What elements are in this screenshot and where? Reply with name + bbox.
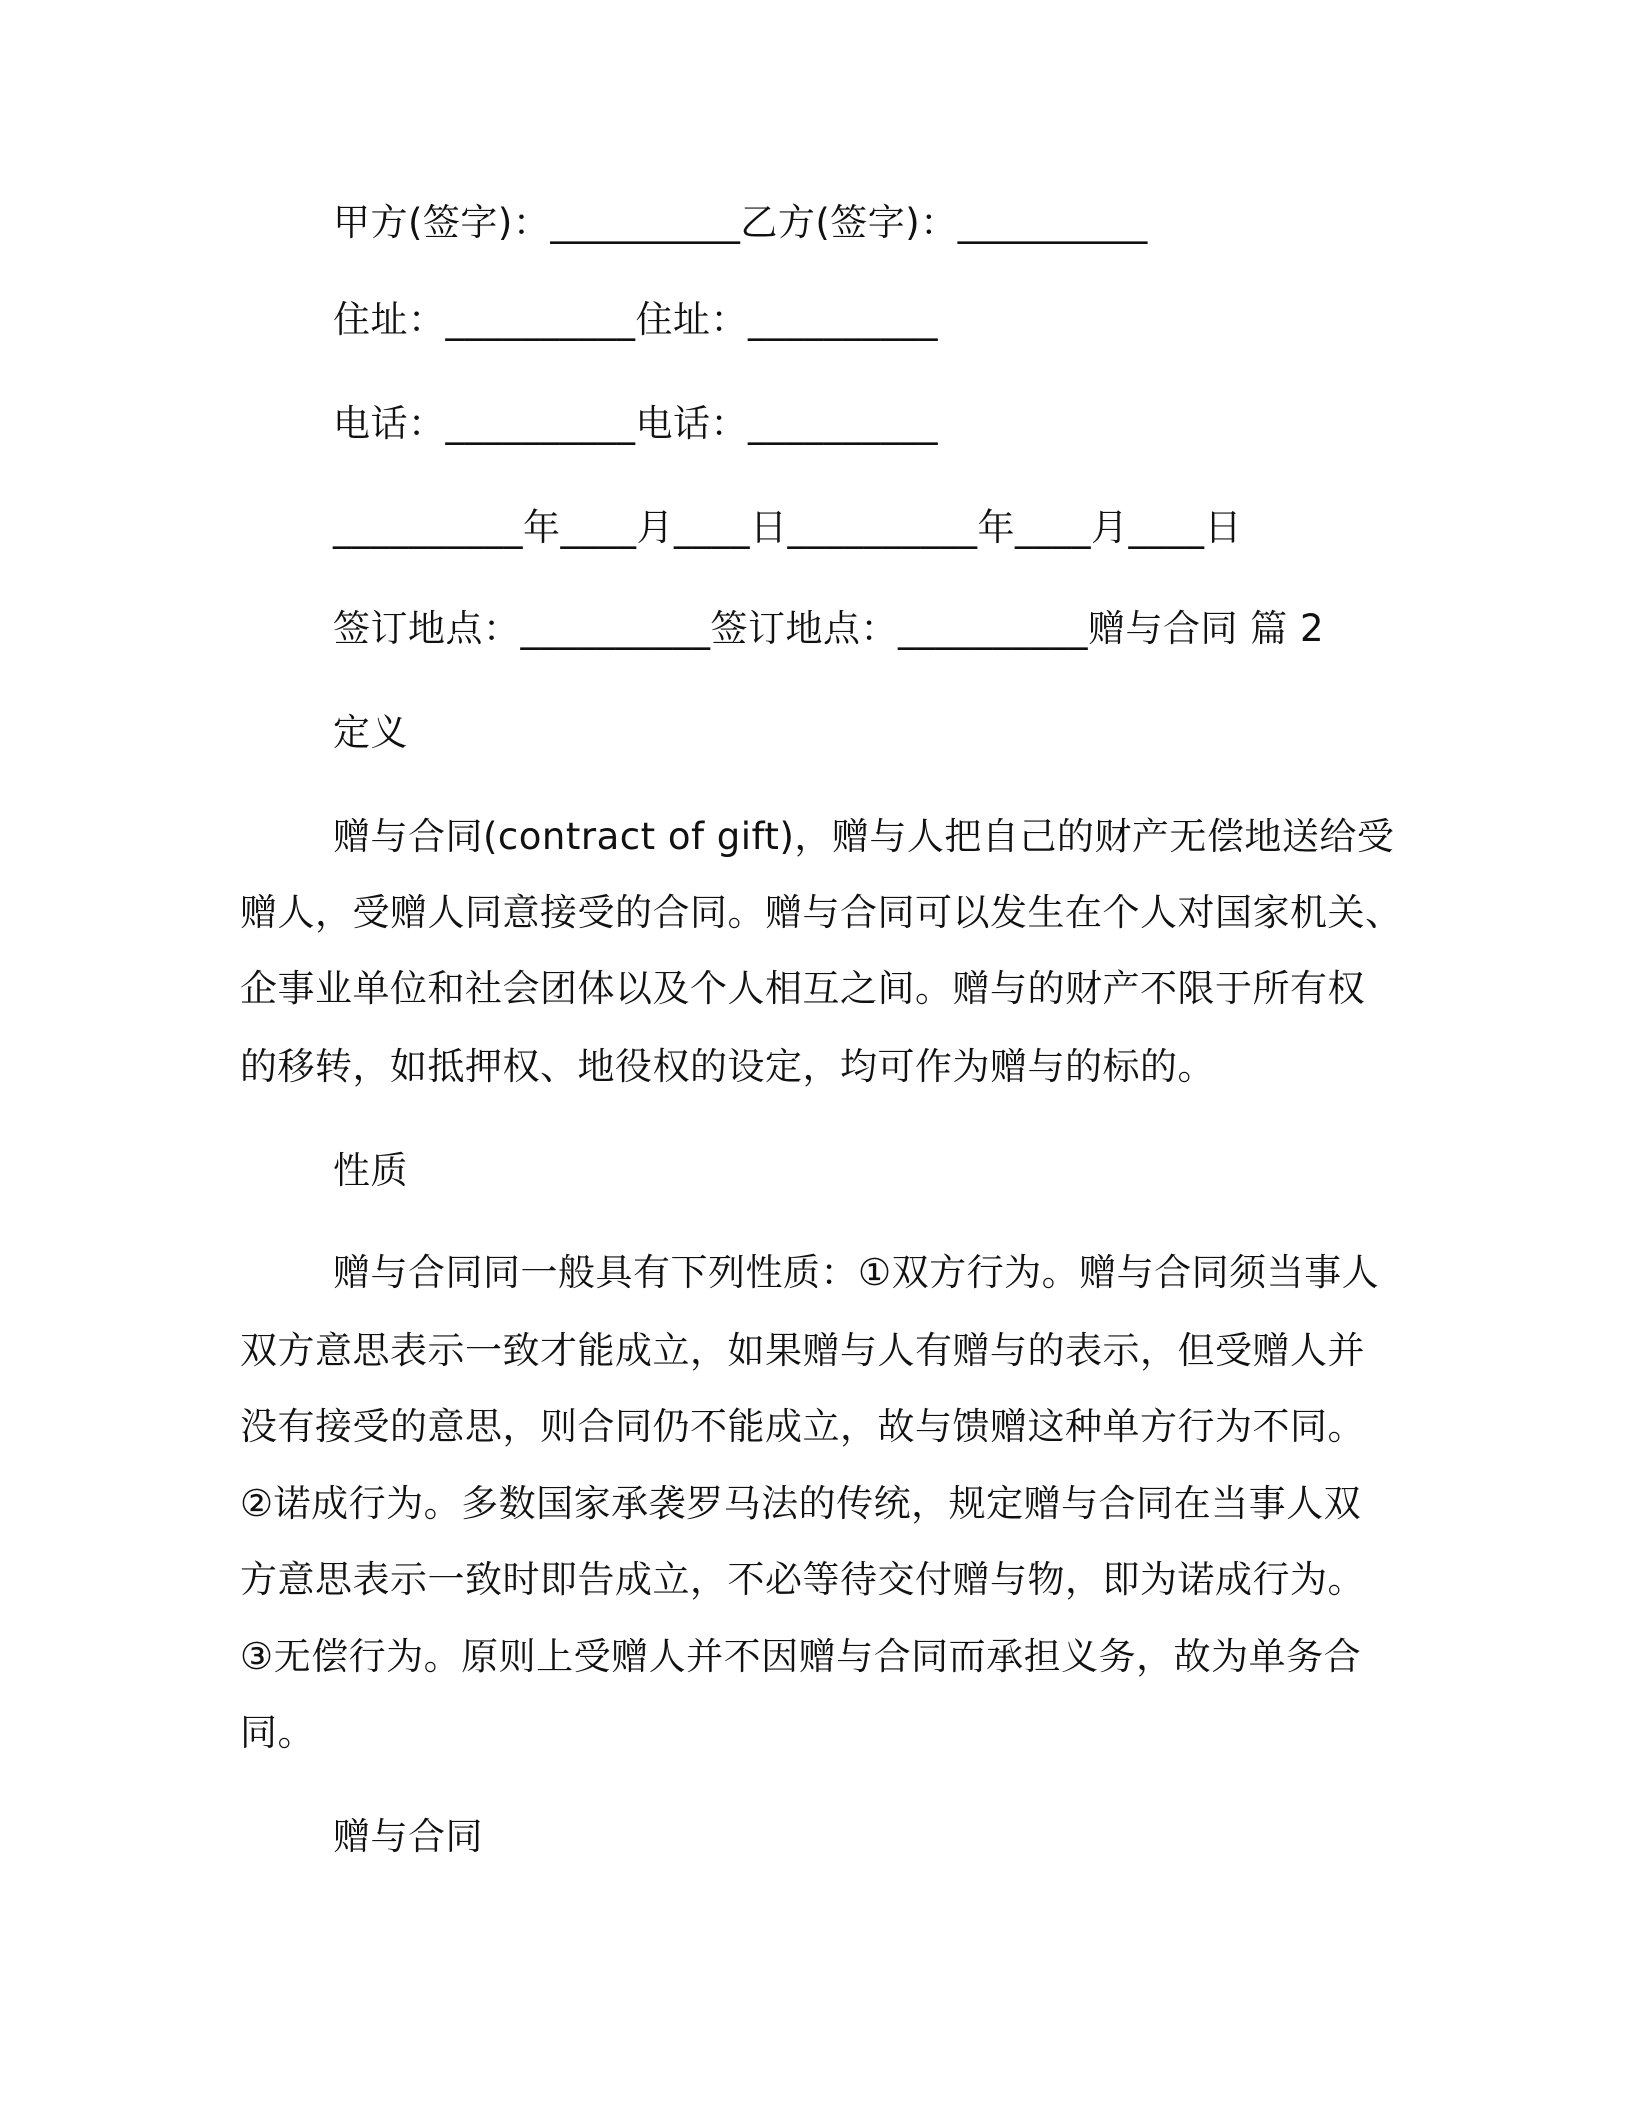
- phone-line: 电话：__________电话：__________: [333, 402, 938, 445]
- party-signature-line: 甲方(签字)：__________乙方(签字)：__________: [333, 201, 1148, 244]
- gift-contract-heading: 赠与合同: [333, 1815, 483, 1858]
- definition-line: 赠人，受赠人同意接受的合同。赠与合同可以发生在个人对国家机关、: [240, 891, 1403, 934]
- definition-heading: 定义: [333, 711, 408, 754]
- definition-line: 的移转，如抵押权、地役权的设定，均可作为赠与的标的。: [240, 1045, 1215, 1088]
- nature-heading: 性质: [333, 1149, 408, 1192]
- definition-line: 赠与合同(contract of gift)，赠与人把自己的财产无偿地送给受: [333, 815, 1395, 858]
- nature-line: ②诺成行为。多数国家承袭罗马法的传统，规定赠与合同在当事人双: [240, 1482, 1362, 1525]
- nature-line: ③无偿行为。原则上受赠人并不因赠与合同而承担义务，故为单务合: [240, 1635, 1362, 1678]
- nature-line: 赠与合同同一般具有下列性质：①双方行为。赠与合同须当事人: [333, 1251, 1380, 1294]
- signing-place-line: 签订地点：__________签订地点：__________赠与合同 篇 2: [333, 607, 1325, 650]
- nature-line: 没有接受的意思，则合同仍不能成立，故与馈赠这种单方行为不同。: [240, 1405, 1365, 1448]
- definition-line: 企事业单位和社会团体以及个人相互之间。赠与的财产不限于所有权: [240, 967, 1365, 1010]
- nature-line: 方意思表示一致时即告成立，不必等待交付赠与物，即为诺成行为。: [240, 1558, 1365, 1601]
- date-line: __________年____月____日__________年____月____日: [333, 506, 1242, 549]
- address-line: 住址：__________住址：__________: [333, 298, 938, 341]
- nature-line: 同。: [240, 1711, 315, 1754]
- nature-line: 双方意思表示一致才能成立，如果赠与人有赠与的表示，但受赠人并: [240, 1329, 1365, 1372]
